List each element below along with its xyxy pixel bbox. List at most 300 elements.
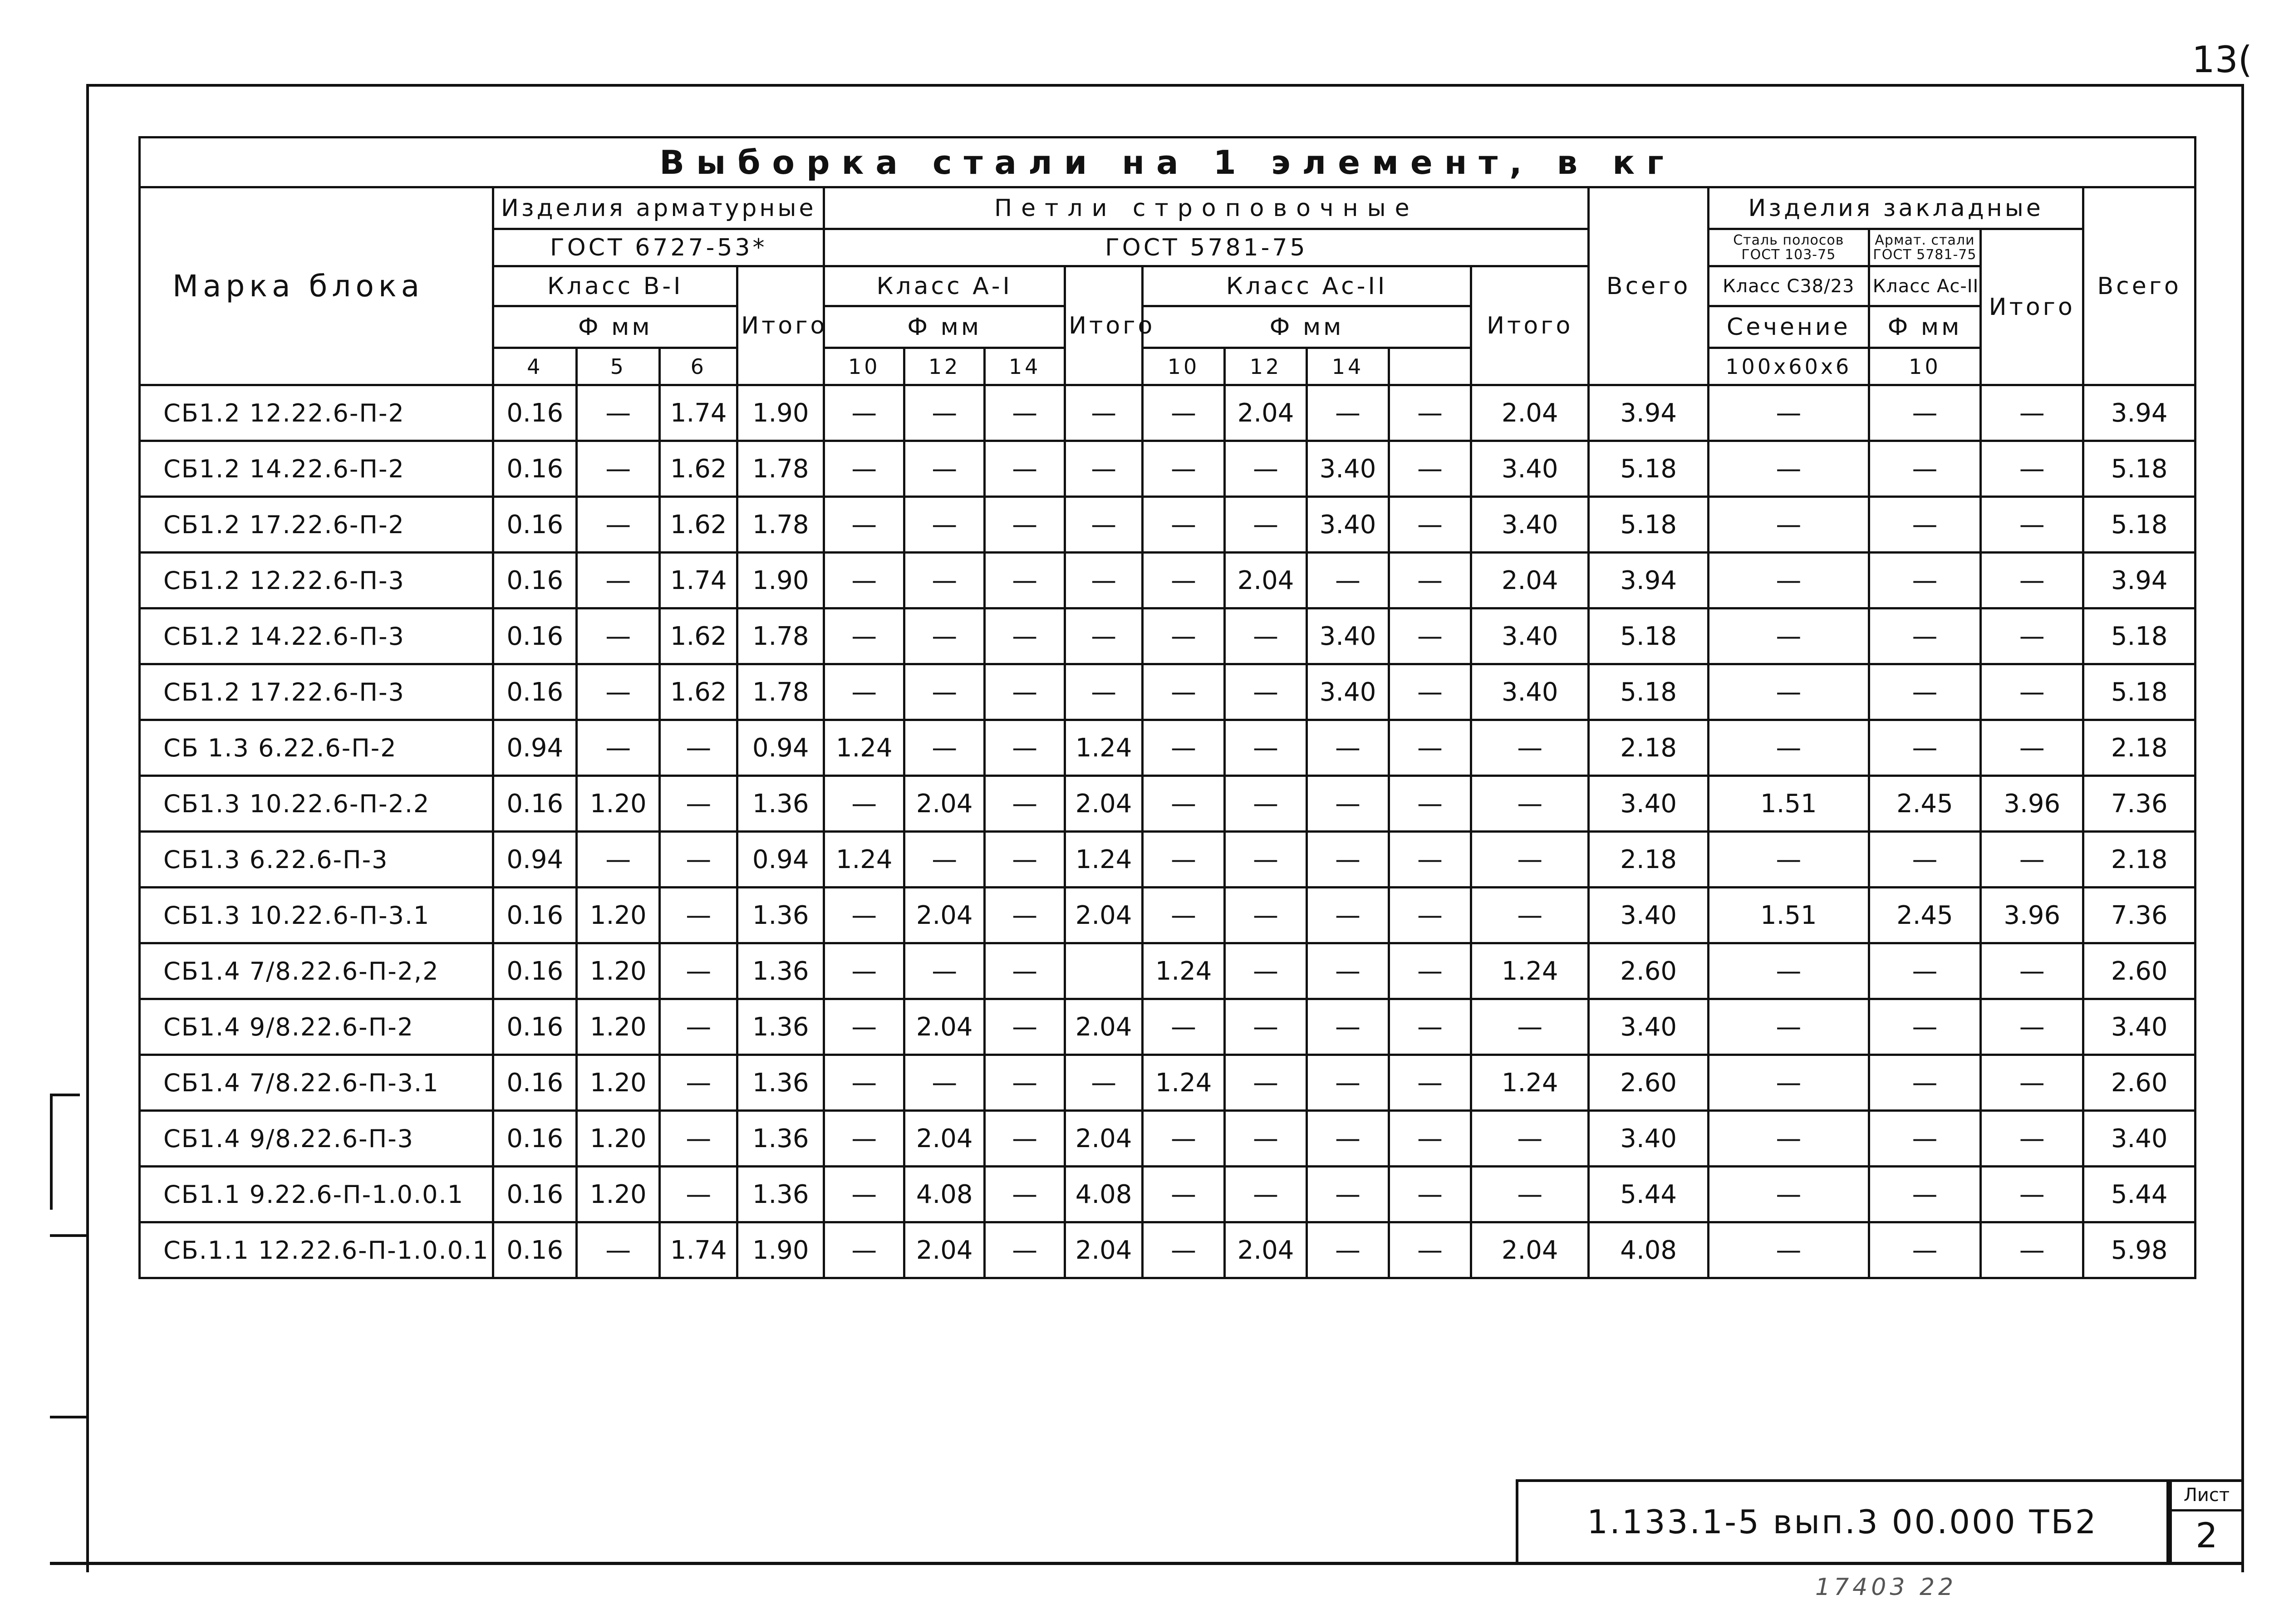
table-cell: 3.40	[1589, 776, 1708, 832]
table-cell: —	[660, 943, 737, 999]
group-reinforcement: Изделия арматурные	[493, 187, 824, 229]
table-cell: 0.16	[493, 776, 577, 832]
table-cell: 1.78	[737, 441, 824, 497]
loops-gost: ГОСТ 5781-75	[824, 229, 1589, 266]
binding-tick	[50, 1416, 86, 1418]
table-cell: 1.20	[577, 1055, 660, 1111]
table-cell: —	[824, 1222, 904, 1278]
block-mark-cell: СБ1.2 12.22.6-П-3	[140, 553, 493, 608]
table-cell: 3.40	[1589, 888, 1708, 943]
table-cell: —	[1307, 999, 1389, 1055]
table-cell: —	[1708, 1222, 1869, 1278]
table-cell: —	[577, 441, 660, 497]
table-cell: —	[1065, 497, 1143, 553]
block-mark-cell: СБ1.3 10.22.6-П-3.1	[140, 888, 493, 943]
table-cell: —	[1307, 385, 1389, 441]
table-cell: —	[1389, 720, 1471, 776]
table-cell: —	[904, 832, 985, 888]
block-mark-cell: СБ1.2 17.22.6-П-3	[140, 664, 493, 720]
table-cell: 0.16	[493, 608, 577, 664]
table-cell: —	[1389, 664, 1471, 720]
binding-bracket	[50, 1094, 80, 1210]
table-row	[140, 888, 2195, 943]
block-mark-cell: СБ1.4 7/8.22.6-П-2,2	[140, 943, 493, 999]
table-row	[140, 1167, 2195, 1222]
table-cell: 0.94	[737, 832, 824, 888]
table-cell: —	[1869, 720, 1980, 776]
table-cell: 2.04	[904, 888, 985, 943]
table-cell: —	[824, 888, 904, 943]
sheet-number: 2	[2195, 1515, 2218, 1555]
table-cell: —	[1389, 441, 1471, 497]
table-row	[140, 441, 2195, 497]
loops-class-ac2: Класс Ас-II	[1143, 266, 1471, 306]
table-cell: —	[1225, 888, 1307, 943]
table-cell: 2.04	[1065, 1111, 1143, 1167]
column-reinforcement-total: Итого	[737, 266, 824, 385]
reinforcement-class: Класс В-I	[493, 266, 737, 306]
table-cell: —	[1225, 720, 1307, 776]
table-cell: 0.94	[493, 832, 577, 888]
table-cell: 5.18	[2083, 441, 2195, 497]
sheet-label: Лист	[2172, 1482, 2241, 1511]
table-cell: 3.40	[1471, 497, 1589, 553]
table-cell: —	[660, 720, 737, 776]
table-cell: 7.36	[2083, 776, 2195, 832]
table-cell: 2.60	[2083, 1055, 2195, 1111]
table-cell: 3.94	[2083, 553, 2195, 608]
column-mark: Марка блока	[140, 187, 493, 385]
sheet-box	[2169, 1479, 2244, 1562]
loops-a1-diameter-label: Ф мм	[824, 306, 1065, 348]
table-cell: —	[1225, 608, 1307, 664]
table-cell: —	[1981, 943, 2083, 999]
table-cell: 3.40	[1307, 441, 1389, 497]
embedded-rebar-diameter-label: Ф мм	[1869, 306, 1980, 348]
table-cell: 3.94	[1589, 385, 1708, 441]
table-cell: —	[904, 608, 985, 664]
table-cell: —	[904, 441, 985, 497]
block-mark-cell: СБ1.2 14.22.6-П-3	[140, 608, 493, 664]
table-cell: 1.36	[737, 888, 824, 943]
table-cell: 3.40	[2083, 999, 2195, 1055]
table-cell: —	[1869, 1222, 1980, 1278]
table-cell: —	[824, 664, 904, 720]
table-row	[140, 497, 2195, 553]
table-cell: —	[1225, 1167, 1307, 1222]
table-row	[140, 943, 2195, 999]
table-cell: —	[1065, 608, 1143, 664]
table-cell: —	[1471, 832, 1589, 888]
table-cell: 1.51	[1708, 776, 1869, 832]
table-cell: —	[1869, 999, 1980, 1055]
table-cell: 5.18	[2083, 664, 2195, 720]
table-row	[140, 999, 2195, 1055]
embedded-rebar-class: Класс Ас-II	[1869, 266, 1980, 306]
table-cell: —	[1143, 608, 1225, 664]
table-cell: —	[660, 1111, 737, 1167]
table-cell: 2.18	[1589, 720, 1708, 776]
table-cell: —	[985, 553, 1065, 608]
table-cell: 1.20	[577, 776, 660, 832]
table-cell: —	[1307, 553, 1389, 608]
table-cell: —	[1981, 664, 2083, 720]
table-cell: —	[1708, 608, 1869, 664]
table-cell: —	[1708, 553, 1869, 608]
table-cell: 3.40	[1307, 608, 1389, 664]
table-cell: —	[577, 497, 660, 553]
table-cell: —	[1143, 1222, 1225, 1278]
table-cell: —	[1307, 888, 1389, 943]
table-cell: —	[985, 1055, 1065, 1111]
table-row	[140, 1111, 2195, 1167]
table-cell: —	[904, 1055, 985, 1111]
table-cell: 1.24	[824, 720, 904, 776]
table-cell: —	[1307, 832, 1389, 888]
table-cell: 0.16	[493, 441, 577, 497]
loops-class-a1: Класс А-I	[824, 266, 1065, 306]
block-mark-cell: СБ1.4 9/8.22.6-П-2	[140, 999, 493, 1055]
table-cell: —	[577, 385, 660, 441]
table-row	[140, 385, 2195, 441]
table-cell: —	[660, 999, 737, 1055]
table-cell: —	[904, 720, 985, 776]
table-cell: —	[985, 385, 1065, 441]
table-title: Выборка стали на 1 элемент, в кг	[140, 137, 2195, 187]
table-cell: 2.04	[904, 1222, 985, 1278]
table-row	[140, 1055, 2195, 1111]
table-cell: 1.36	[737, 999, 824, 1055]
table-cell: 0.16	[493, 664, 577, 720]
table-cell: —	[1869, 832, 1980, 888]
group-loops: Петли строповочные	[824, 187, 1589, 229]
table-cell: 1.36	[737, 776, 824, 832]
table-cell: —	[985, 1222, 1065, 1278]
table-cell: 1.62	[660, 664, 737, 720]
diameter-value: 14	[1307, 348, 1389, 385]
table-cell: —	[1389, 608, 1471, 664]
table-row	[140, 553, 2195, 608]
table-cell: —	[1225, 832, 1307, 888]
table-cell: —	[1307, 1111, 1389, 1167]
table-cell: —	[824, 1055, 904, 1111]
page-number: 13(	[2192, 39, 2253, 81]
table-cell: —	[1981, 608, 2083, 664]
table-cell: —	[660, 776, 737, 832]
table-cell: —	[1869, 1111, 1980, 1167]
table-cell: —	[1708, 943, 1869, 999]
table-cell: —	[1065, 441, 1143, 497]
table-cell: 2.04	[1065, 999, 1143, 1055]
table-row	[140, 608, 2195, 664]
table-cell: —	[1225, 497, 1307, 553]
table-cell: —	[660, 832, 737, 888]
table-cell: —	[904, 497, 985, 553]
table-cell: 2.18	[2083, 832, 2195, 888]
table-cell: 5.18	[1589, 608, 1708, 664]
table-cell: —	[1389, 1222, 1471, 1278]
table-cell: 0.16	[493, 1111, 577, 1167]
table-cell: —	[1389, 1055, 1471, 1111]
table-cell: —	[1389, 888, 1471, 943]
diameter-value: 6	[660, 348, 737, 385]
block-mark-cell: СБ1.2 14.22.6-П-2	[140, 441, 493, 497]
table-cell: —	[1143, 497, 1225, 553]
table-cell: 1.90	[737, 553, 824, 608]
table-cell: —	[824, 608, 904, 664]
table-cell: 0.16	[493, 497, 577, 553]
table-cell: 5.44	[1589, 1167, 1708, 1222]
table-cell: 0.16	[493, 553, 577, 608]
table-cell: —	[1307, 1222, 1389, 1278]
table-cell: —	[1225, 1111, 1307, 1167]
section-value: 100х60х6	[1708, 348, 1869, 385]
table-cell: 3.94	[1589, 553, 1708, 608]
table-cell: —	[1869, 441, 1980, 497]
table-cell: —	[985, 999, 1065, 1055]
table-cell: 5.44	[2083, 1167, 2195, 1222]
table-cell: —	[1471, 1167, 1589, 1222]
table-cell: 2.04	[1065, 776, 1143, 832]
table-cell: —	[824, 1111, 904, 1167]
table-cell: 2.04	[1471, 553, 1589, 608]
table-cell: —	[1981, 1055, 2083, 1111]
table-cell: —	[1389, 776, 1471, 832]
block-mark-cell: СБ1.3 10.22.6-П-2.2	[140, 776, 493, 832]
table-cell: 2.04	[1471, 385, 1589, 441]
table-cell: —	[1981, 999, 2083, 1055]
table-row	[140, 720, 2195, 776]
table-cell: —	[1708, 385, 1869, 441]
diameter-value	[1389, 348, 1471, 385]
steel-table	[138, 136, 2196, 1279]
table-cell: —	[1225, 943, 1307, 999]
table-cell: —	[824, 776, 904, 832]
table-cell: 0.16	[493, 385, 577, 441]
table-cell: 1.24	[1065, 720, 1143, 776]
table-cell: —	[1981, 553, 2083, 608]
table-cell: —	[1389, 553, 1471, 608]
block-mark-cell: СБ1.3 6.22.6-П-3	[140, 832, 493, 888]
table-cell: —	[1981, 1111, 2083, 1167]
table-cell: —	[1869, 385, 1980, 441]
table-cell: 0.94	[493, 720, 577, 776]
table-cell: 2.04	[1225, 1222, 1307, 1278]
diameter-value: 14	[985, 348, 1065, 385]
table-cell: —	[1389, 1111, 1471, 1167]
column-embedded-total: Итого	[1981, 229, 2083, 385]
table-cell: —	[1471, 999, 1589, 1055]
table-cell: —	[1981, 497, 2083, 553]
table-cell: —	[1869, 1167, 1980, 1222]
table-cell: 1.24	[1471, 1055, 1589, 1111]
diameter-value: 10	[1143, 348, 1225, 385]
table-cell: —	[577, 553, 660, 608]
table-cell: —	[1143, 441, 1225, 497]
table-cell: —	[1869, 497, 1980, 553]
table-cell: —	[1225, 1055, 1307, 1111]
diameter-value: 12	[904, 348, 985, 385]
block-mark-cell: СБ 1.3 6.22.6-П-2	[140, 720, 493, 776]
table-cell: —	[1981, 1167, 2083, 1222]
table-cell: 2.04	[1065, 1222, 1143, 1278]
table-cell: 3.40	[2083, 1111, 2195, 1167]
table-cell: —	[1389, 999, 1471, 1055]
table-cell: 1.74	[660, 385, 737, 441]
table-cell: 2.18	[1589, 832, 1708, 888]
table-cell: 1.62	[660, 497, 737, 553]
diameter-value: 4	[493, 348, 577, 385]
table-cell: 2.60	[1589, 1055, 1708, 1111]
table-cell: —	[1981, 441, 2083, 497]
embedded-section-label: Сечение	[1708, 306, 1869, 348]
table-cell: —	[1307, 1055, 1389, 1111]
table-cell: 1.90	[737, 1222, 824, 1278]
table-cell: 2.04	[904, 1111, 985, 1167]
table-cell: 0.16	[493, 888, 577, 943]
table-cell: —	[1389, 943, 1471, 999]
table-cell: 2.04	[1065, 888, 1143, 943]
embedded-strip-class: Класс С38/23	[1708, 266, 1869, 306]
table-cell: —	[1708, 664, 1869, 720]
table-cell: —	[985, 943, 1065, 999]
table-cell: 1.78	[737, 608, 824, 664]
table-cell: —	[824, 943, 904, 999]
diameter-value: 10	[824, 348, 904, 385]
table-cell: —	[1708, 1167, 1869, 1222]
table-cell: —	[577, 664, 660, 720]
table-cell: 2.04	[1471, 1222, 1589, 1278]
table-cell: —	[1143, 776, 1225, 832]
block-mark-cell: СБ1.2 12.22.6-П-2	[140, 385, 493, 441]
table-cell: —	[1471, 1111, 1589, 1167]
table-row	[140, 664, 2195, 720]
table-cell: 0.94	[737, 720, 824, 776]
table-cell: —	[1143, 1167, 1225, 1222]
table-cell: 1.36	[737, 1111, 824, 1167]
table-cell: —	[1708, 720, 1869, 776]
table-cell: —	[1143, 553, 1225, 608]
table-cell: 2.04	[1225, 553, 1307, 608]
column-loops-ac2-total: Итого	[1471, 266, 1589, 385]
table-cell: —	[1471, 888, 1589, 943]
table-cell: —	[1225, 664, 1307, 720]
table-cell: —	[1143, 999, 1225, 1055]
table-cell: —	[660, 1167, 737, 1222]
table-cell: 3.40	[1589, 1111, 1708, 1167]
table-cell: —	[1869, 608, 1980, 664]
table-cell: —	[985, 664, 1065, 720]
table-cell: —	[577, 832, 660, 888]
table-cell: 1.62	[660, 441, 737, 497]
table-cell: —	[824, 999, 904, 1055]
table-cell: —	[824, 385, 904, 441]
table-cell: 0.16	[493, 1055, 577, 1111]
table-cell: —	[1143, 664, 1225, 720]
table-cell: 0.16	[493, 999, 577, 1055]
table-cell: 1.24	[824, 832, 904, 888]
table-cell: 1.36	[737, 1167, 824, 1222]
table-cell: —	[1708, 497, 1869, 553]
table-cell: —	[824, 553, 904, 608]
table-row	[140, 832, 2195, 888]
table-cell: 1.24	[1471, 943, 1589, 999]
table-cell: —	[1065, 664, 1143, 720]
table-cell: —	[985, 776, 1065, 832]
table-cell: 2.18	[2083, 720, 2195, 776]
table-cell: —	[1143, 385, 1225, 441]
table-cell: —	[1307, 720, 1389, 776]
table-cell: —	[577, 608, 660, 664]
table-cell: —	[985, 832, 1065, 888]
table-cell: —	[904, 385, 985, 441]
table-cell: 5.98	[2083, 1222, 2195, 1278]
table-cell: —	[985, 497, 1065, 553]
table-cell: 1.36	[737, 1055, 824, 1111]
inventory-note: 17403 22	[1815, 1574, 1957, 1601]
table-cell: 7.36	[2083, 888, 2195, 943]
table-cell: —	[1307, 776, 1389, 832]
table-cell: 1.24	[1065, 832, 1143, 888]
table-cell: 3.40	[1589, 999, 1708, 1055]
table-cell: —	[904, 664, 985, 720]
table-cell: 3.40	[1307, 664, 1389, 720]
table-cell: 5.18	[1589, 441, 1708, 497]
table-cell: —	[1708, 1055, 1869, 1111]
title-block-code: 1.133.1-5 вып.3 00.000 ТБ2	[1516, 1479, 2169, 1562]
table-cell: —	[1708, 832, 1869, 888]
table-cell: 4.08	[904, 1167, 985, 1222]
table-cell: 2.04	[904, 999, 985, 1055]
table-cell: —	[1869, 943, 1980, 999]
binding-tick	[50, 1234, 86, 1237]
table-cell: 2.45	[1869, 776, 1980, 832]
table-row	[140, 1222, 2195, 1278]
table-cell: —	[577, 720, 660, 776]
table-cell: —	[985, 608, 1065, 664]
table-cell: 2.45	[1869, 888, 1980, 943]
block-mark-cell: СБ1.2 17.22.6-П-2	[140, 497, 493, 553]
table-cell: 4.08	[1589, 1222, 1708, 1278]
table-cell: —	[985, 1111, 1065, 1167]
table-cell: —	[1389, 497, 1471, 553]
table-cell: —	[1307, 1167, 1389, 1222]
table-cell: 1.20	[577, 999, 660, 1055]
table-cell: —	[660, 1055, 737, 1111]
table-cell: 1.20	[577, 943, 660, 999]
block-mark-cell: СБ1.4 7/8.22.6-П-3.1	[140, 1055, 493, 1111]
table-cell: —	[985, 441, 1065, 497]
table-cell: 2.60	[1589, 943, 1708, 999]
table-cell: 5.18	[2083, 608, 2195, 664]
table-cell: —	[1065, 385, 1143, 441]
table-cell: —	[1708, 999, 1869, 1055]
table-cell: —	[1143, 888, 1225, 943]
table-cell: 3.94	[2083, 385, 2195, 441]
table-cell: 3.96	[1981, 776, 2083, 832]
table-cell: 0.16	[493, 943, 577, 999]
table-cell: 1.20	[577, 1167, 660, 1222]
table-cell: —	[1389, 832, 1471, 888]
table-cell: —	[1471, 720, 1589, 776]
table-cell: 3.40	[1471, 664, 1589, 720]
table-cell: —	[1708, 441, 1869, 497]
table-cell: 1.74	[660, 553, 737, 608]
table-cell: 1.78	[737, 664, 824, 720]
table-cell: —	[1143, 1111, 1225, 1167]
table-cell: 1.78	[737, 497, 824, 553]
table-cell: 5.18	[1589, 664, 1708, 720]
